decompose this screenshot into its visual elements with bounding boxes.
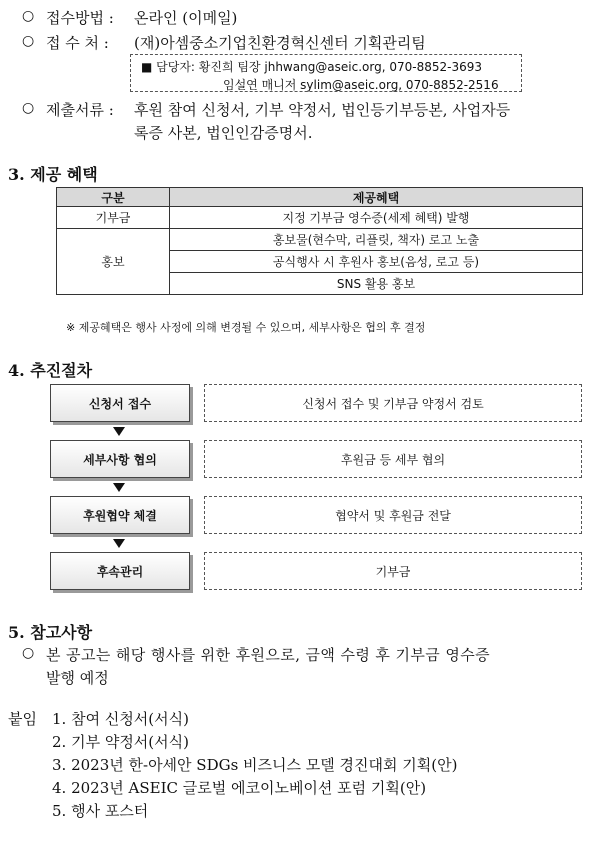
bullet-circle-icon: ○ (22, 645, 35, 661)
arrow-down-icon (113, 427, 125, 436)
process-step-2-desc: 후원금 등 세부 협의 (204, 440, 582, 478)
attachments-label: 붙임 (8, 710, 37, 728)
section-process-heading: 4. 추진절차 (8, 361, 93, 380)
table-cell-benefit: 지정 기부금 영수증(세제 혜택) 발행 (170, 207, 583, 229)
apply-place-label: 접 수 처 : (46, 34, 109, 52)
process-step-4: 후속관리 (50, 552, 190, 590)
attachment-item: 5. 행사 포스터 (52, 802, 149, 820)
docs-label: 제출서류 : (46, 101, 114, 119)
attachment-item: 3. 2023년 한-아세안 SDGs 비즈니스 모델 경진대회 기획(안) (52, 756, 458, 774)
table-cell-benefit: 홍보물(현수막, 리플릿, 책자) 로고 노출 (170, 229, 583, 251)
contact-box (130, 54, 522, 92)
process-step-1: 신청서 접수 (50, 384, 190, 422)
bullet-circle-icon: ○ (22, 8, 35, 24)
docs-line-2: 록증 사본, 법인인감증명서. (134, 124, 313, 142)
bullet-circle-icon: ○ (22, 33, 35, 49)
process-step-1-desc: 신청서 접수 및 기부금 약정서 검토 (204, 384, 582, 422)
apply-place-value: (재)아셈중소기업친환경혁신센터 기획관리팀 (134, 34, 426, 52)
section-benefits-heading: 3. 제공 혜택 (8, 165, 98, 184)
table-cell-benefit: SNS 활용 홍보 (170, 273, 583, 295)
attachment-item: 1. 참여 신청서(서식) (52, 710, 189, 728)
bullet-circle-icon: ○ (22, 100, 35, 116)
contact-line-2: 임설연 매니저 sylim@aseic.org, 070-8852-2516 (223, 78, 499, 92)
attachment-item: 4. 2023년 ASEIC 글로벌 에코이노베이션 포럼 기획(안) (52, 779, 427, 797)
attachment-item: 2. 기부 약정서(서식) (52, 733, 189, 751)
contact-line-1: ■ 담당자: 황진희 팀장 jhhwang@aseic.org, 070-8852-3693 (141, 60, 482, 74)
process-step-3-desc: 협약서 및 후원금 전달 (204, 496, 582, 534)
docs-line-1: 후원 참여 신청서, 기부 약정서, 법인등기부등본, 사업자등 (134, 101, 511, 119)
benefits-table (56, 187, 583, 295)
table-header-category: 구분 (57, 188, 170, 207)
benefits-note: ※ 제공혜택은 행사 사정에 의해 변경될 수 있으며, 세부사항은 협의 후 결정 (66, 321, 426, 334)
table-cell-category: 기부금 (57, 207, 170, 229)
table-row (57, 229, 583, 251)
apply-method-label: 접수방법 : (46, 9, 114, 27)
arrow-down-icon (113, 539, 125, 548)
process-step-3: 후원협약 체결 (50, 496, 190, 534)
process-step-4-desc: 기부금 (204, 552, 582, 590)
table-cell-category: 홍보 (57, 229, 170, 295)
table-header-benefit: 제공혜택 (170, 188, 583, 207)
table-cell-benefit: 공식행사 시 후원사 홍보(음성, 로고 등) (170, 251, 583, 273)
process-step-2: 세부사항 협의 (50, 440, 190, 478)
table-header-row (57, 188, 583, 207)
table-row (57, 207, 583, 229)
section-reference-heading: 5. 참고사항 (8, 623, 93, 642)
reference-line-2: 발행 예정 (46, 669, 109, 687)
arrow-down-icon (113, 483, 125, 492)
reference-line-1: 본 공고는 해당 행사를 위한 후원으로, 금액 수령 후 기부금 영수증 (46, 646, 490, 664)
apply-method-value: 온라인 (이메일) (134, 9, 238, 27)
